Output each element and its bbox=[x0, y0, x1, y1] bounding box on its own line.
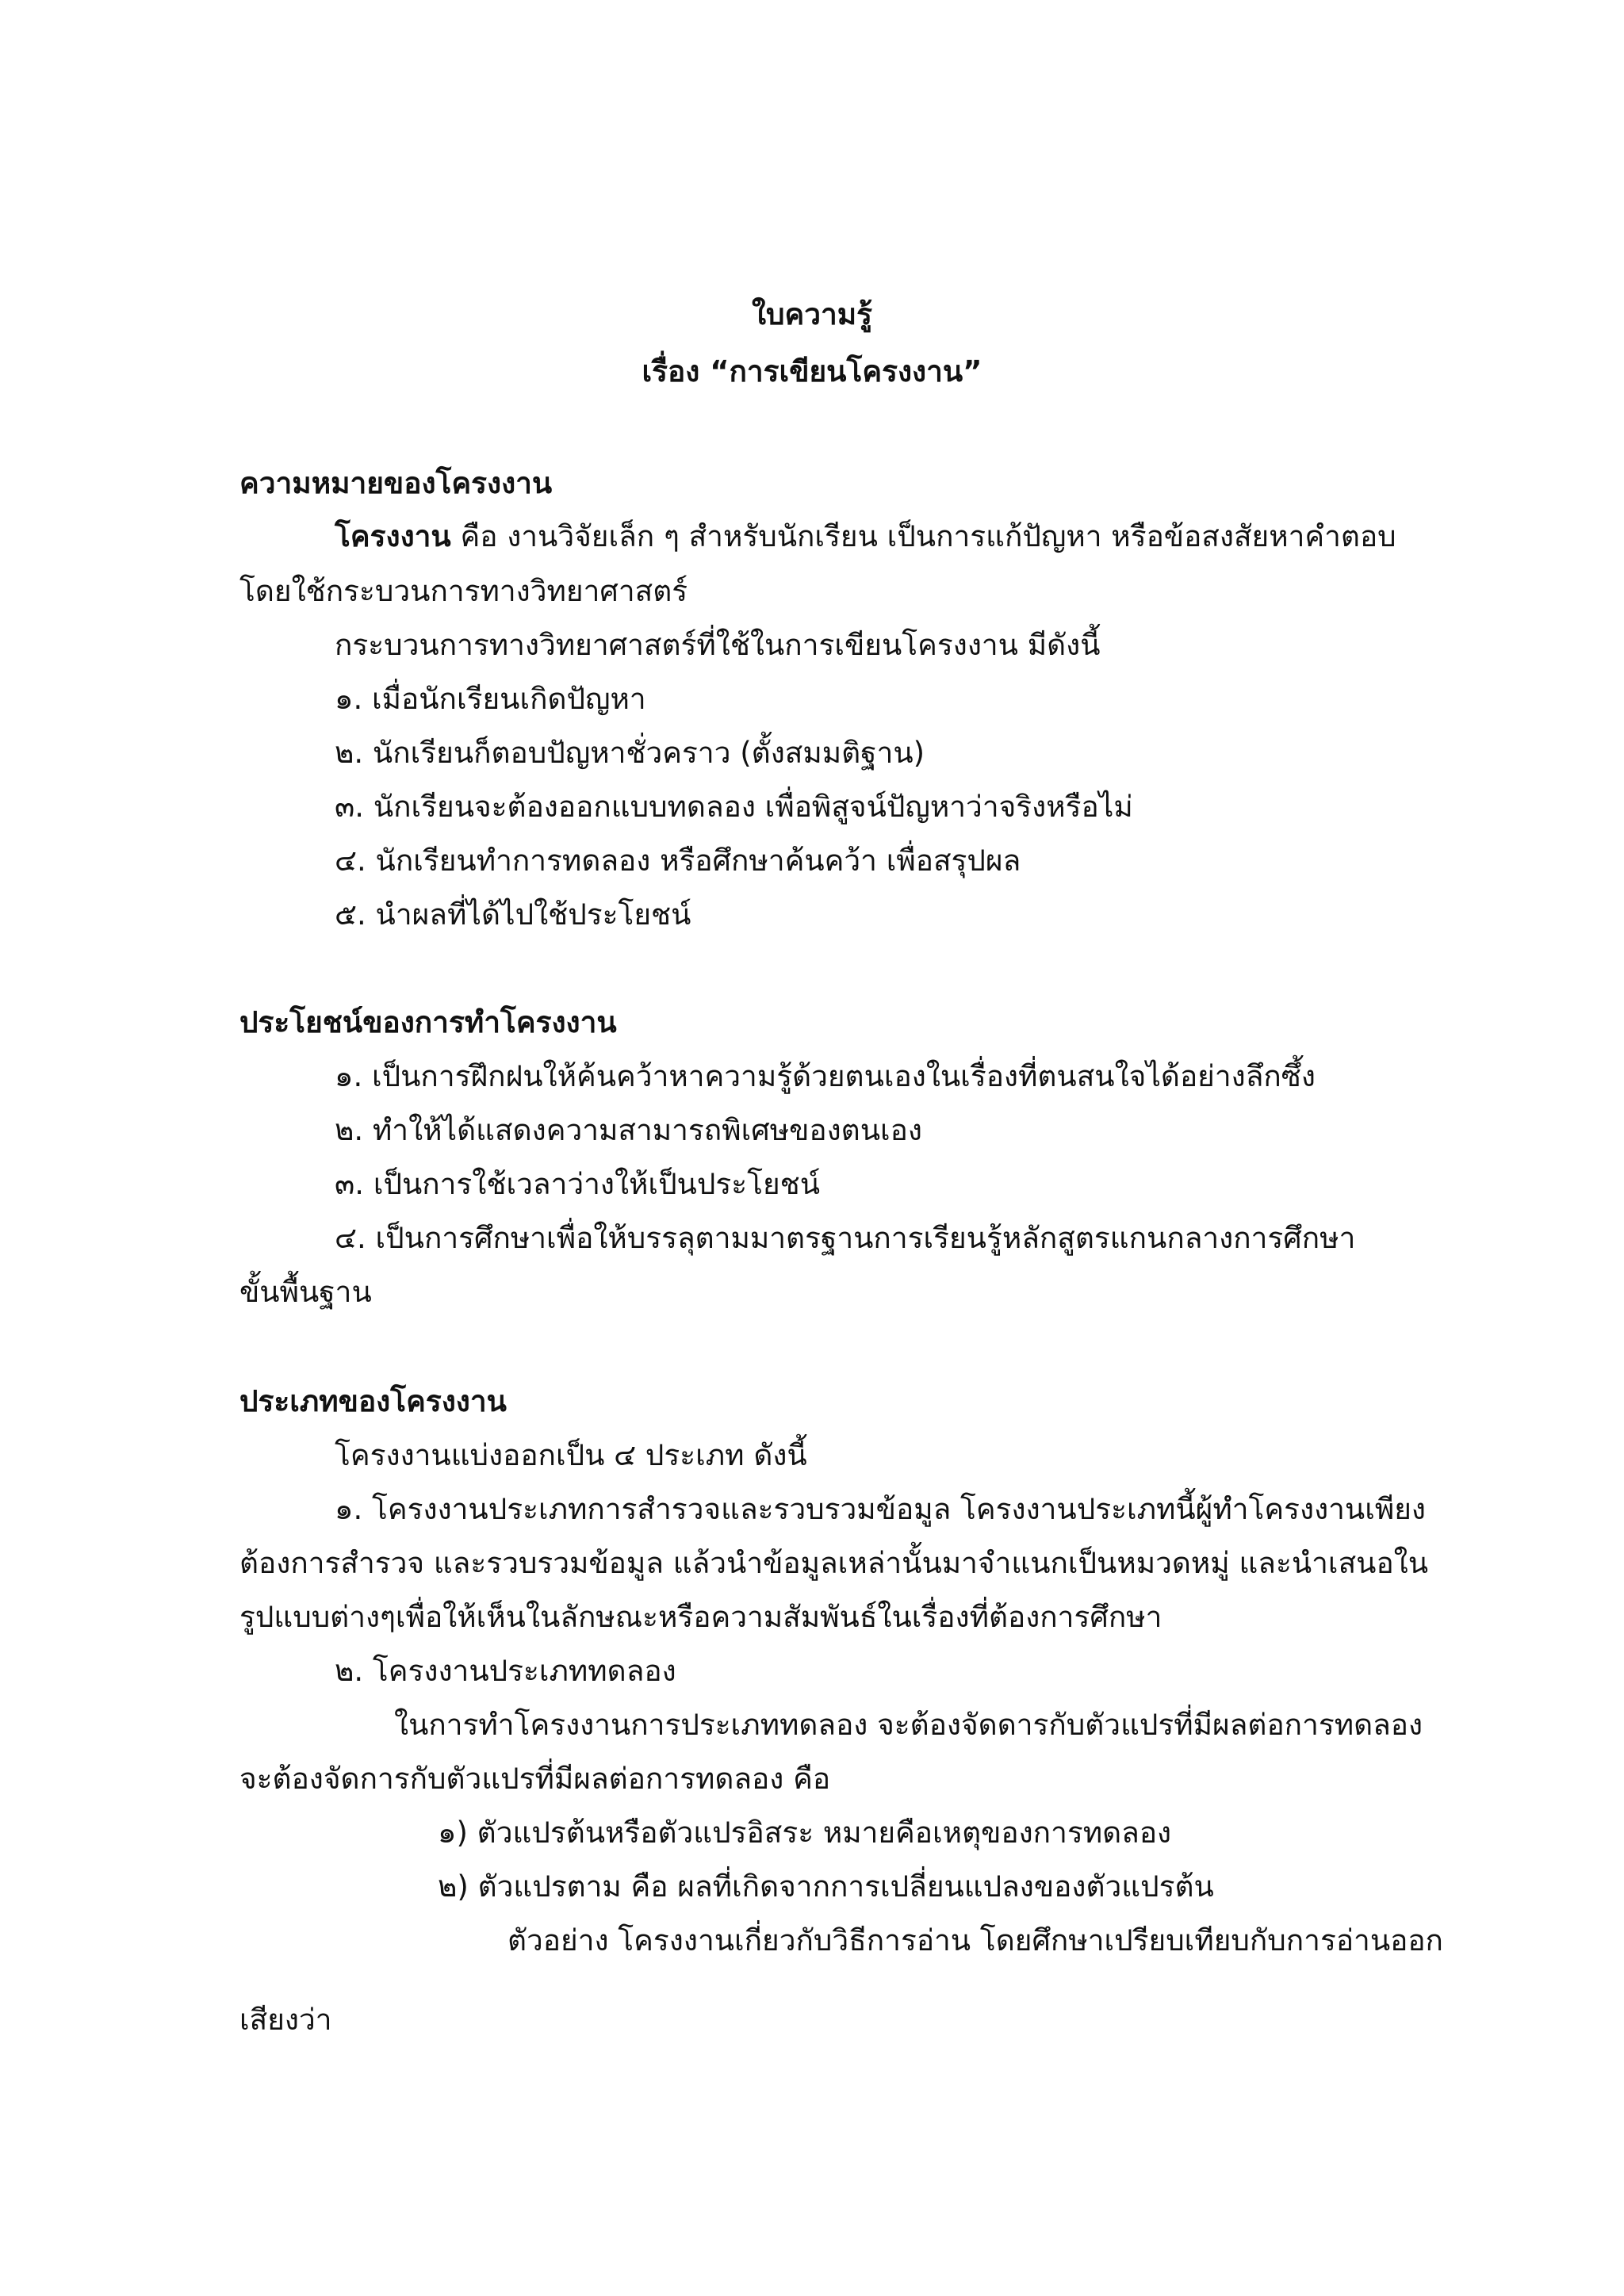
benefit-item-4-continuation: ขั้นพื้นฐาน bbox=[239, 1275, 372, 1309]
benefit-item-1: ๑. เป็นการฝึกฝนให้ค้นคว้าหาความรู้ด้วยตนเองในเรื่องที่ตนสนใจได้อย่างลึกซึ้ง bbox=[335, 1059, 1316, 1093]
definition-text: คือ งานวิจัยเล็ก ๆ สำหรับนักเรียน เป็นการแก้ปัญหา หรือข้อสงสัยหาคำตอบ bbox=[450, 519, 1396, 553]
definition-term: โครงงาน bbox=[335, 519, 451, 553]
process-step-4: ๔. นักเรียนทำการทดลอง หรือศึกษาค้นคว้า เพื่อสรุปผล bbox=[335, 844, 1021, 878]
type2-title: ๒. โครงงานประเภททดลอง bbox=[335, 1654, 676, 1688]
process-step-2: ๒. นักเรียนก็ตอบปัญหาชั่วคราว (ตั้งสมมติฐาน) bbox=[335, 736, 925, 770]
example-line-2: เสียงว่า bbox=[239, 2003, 332, 2037]
benefit-item-2: ๒. ทำให้ได้แสดงความสามารถพิเศษของตนเอง bbox=[335, 1113, 922, 1147]
page-subtitle: เรื่อง “การเขียนโครงงาน” bbox=[642, 354, 982, 388]
type2-line-1: ในการทำโครงงานการประเภททดลอง จะต้องจัดดารกับตัวแปรที่มีผลต่อการทดลอง bbox=[394, 1708, 1423, 1742]
types-intro: โครงงานแบ่งออกเป็น ๔ ประเภท ดังนี้ bbox=[335, 1438, 807, 1472]
process-step-5: ๕. นำผลที่ได้ไปใช้ประโยชน์ bbox=[335, 897, 691, 932]
benefit-item-4: ๔. เป็นการศึกษาเพื่อให้บรรลุตามมาตรฐานการเรียนรู้หลักสูตรแกนกลางการศึกษา bbox=[335, 1221, 1356, 1255]
section-heading-types: ประเภทของโครงงาน bbox=[239, 1384, 507, 1418]
process-step-1: ๑. เมื่อนักเรียนเกิดปัญหา bbox=[335, 682, 646, 716]
benefit-item-3: ๓. เป็นการใช้เวลาว่างให้เป็นประโยชน์ bbox=[335, 1167, 821, 1201]
section-heading-benefits: ประโยชน์ของการทำโครงงาน bbox=[239, 1005, 617, 1039]
definition-line bbox=[335, 519, 1396, 553]
example-line-1: ตัวอย่าง โครงงานเกี่ยวกับวิธีการอ่าน โดยศึกษาเปรียบเทียบกับการอ่านออก bbox=[508, 1923, 1443, 1957]
process-step-3: ๓. นักเรียนจะต้องออกแบบทดลอง เพื่อพิสูจน์ปัญหาว่าจริงหรือไม่ bbox=[335, 790, 1133, 824]
type2-line-2: จะต้องจัดการกับตัวแปรที่มีผลต่อการทดลอง คือ bbox=[239, 1762, 831, 1796]
variable-item-1: ๑) ตัวแปรต้นหรือตัวแปรอิสระ หมายคือเหตุของการทดลอง bbox=[438, 1816, 1172, 1850]
process-intro: กระบวนการทางวิทยาศาสตร์ที่ใช้ในการเขียนโครงงาน มีดังนี้ bbox=[335, 628, 1101, 662]
type1-line-2: ต้องการสำรวจ และรวบรวมข้อมูล แล้วนำข้อมูลเหล่านั้นมาจำแนกเป็นหมวดหมู่ และนำเสนอใน bbox=[239, 1546, 1429, 1580]
type1-line-3: รูปแบบต่างๆเพื่อให้เห็นในลักษณะหรือความสัมพันธ์ในเรื่องที่ต้องการศึกษา bbox=[239, 1600, 1162, 1634]
page-title: ใบความรู้ bbox=[751, 297, 873, 331]
type1-line-1: ๑. โครงงานประเภทการสำรวจและรวบรวมข้อมูล โครงงานประเภทนี้ผู้ทำโครงงานเพียง bbox=[335, 1492, 1426, 1526]
section-heading-meaning: ความหมายของโครงงาน bbox=[239, 466, 553, 500]
variable-item-2: ๒) ตัวแปรตาม คือ ผลที่เกิดจากการเปลี่ยนแปลงของตัวแปรต้น bbox=[438, 1869, 1214, 1904]
definition-continuation: โดยใช้กระบวนการทางวิทยาศาสตร์ bbox=[239, 574, 688, 608]
